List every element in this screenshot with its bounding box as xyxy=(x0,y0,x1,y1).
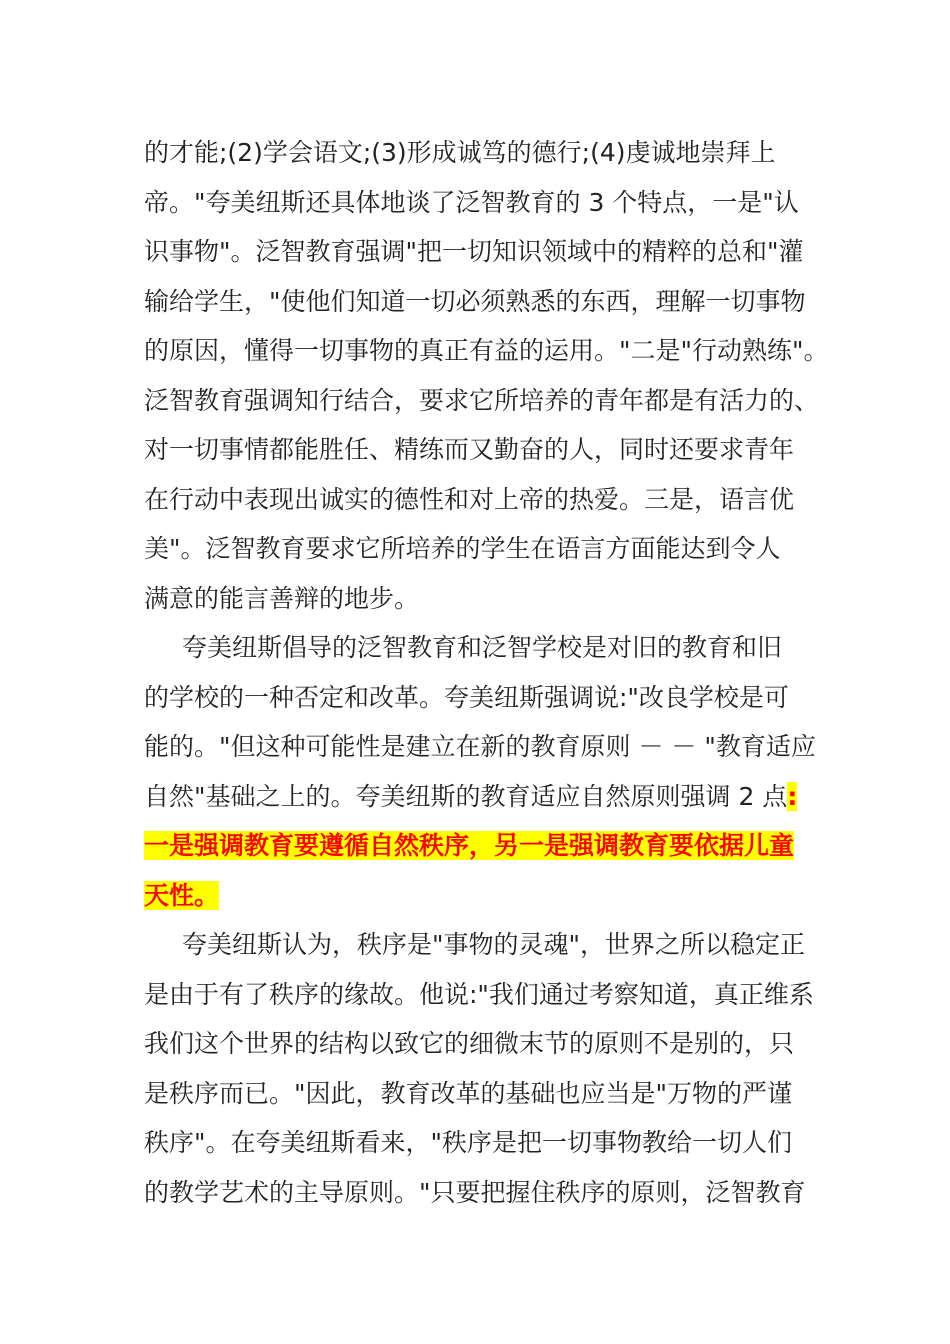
text-line: 的原因，懂得一切事物的真正有益的运用。"二是"行动熟练"。 xyxy=(144,336,829,365)
text-line: 我们这个世界的结构以致它的细微末节的原则不是别的，只 xyxy=(144,1029,795,1058)
highlighted-line xyxy=(144,871,810,921)
highlighted-line xyxy=(144,821,810,871)
text-line-with-highlight-start xyxy=(144,772,810,822)
text-line: 输给学生，"使他们知道一切必须熟悉的东西，理解一切事物 xyxy=(144,286,806,316)
text-line: 对一切事情都能胜任、精练而又勤奋的人，同时还要求青年 xyxy=(144,435,795,464)
text-line: 的才能;(2)学会语文;(3)形成诚笃的德行;(4)虔诚地崇拜上 xyxy=(144,138,776,167)
text-line: 是由于有了秩序的缘故。他说:"我们通过考察知道，真正维系 xyxy=(144,979,814,1009)
highlighted-text: 一是强调教育要遵循自然秩序，另一是强调教育要依据儿童 xyxy=(144,831,795,860)
text-line: 在行动中表现出诚实的德性和对上帝的热爱。三是，语言优 xyxy=(144,484,795,514)
paragraph-start-line: 夸美纽斯倡导的泛智教育和泛智学校是对旧的教育和旧 xyxy=(182,633,783,662)
text-line: 满意的能言善辩的地步。 xyxy=(144,583,420,613)
text-line: 泛智教育强调知行结合，要求它所培养的青年都是有活力的、 xyxy=(144,385,820,415)
text-line: 是秩序而已。"因此，教育改革的基础也应当是"万物的严谨 xyxy=(144,1078,793,1108)
text-line: 的学校的一种否定和改革。夸美纽斯强调说:"改良学校是可 xyxy=(144,682,789,712)
highlighted-text: 天性。 xyxy=(144,880,220,910)
text-line: 的教学艺术的主导原则。"只要把握住秩序的原则，泛智教育 xyxy=(144,1177,806,1207)
highlighted-colon: : xyxy=(787,781,798,811)
text-line: 识事物"。泛智教育强调"把一切知识领域中的精粹的总和"灌 xyxy=(144,237,804,266)
text-line: 美"。泛智教育要求它所培养的学生在语言方面能达到令人 xyxy=(144,534,781,563)
paragraph-start-line: 夸美纽斯认为，秩序是"事物的灵魂"，世界之所以稳定正 xyxy=(182,930,806,959)
body-text xyxy=(144,128,829,1217)
text-line: 秩序"。在夸美纽斯看来，"秩序是把一切事物教给一切人们 xyxy=(144,1128,793,1157)
text-line: 帝。"夸美纽斯还具体地谈了泛智教育的 3 个特点，一是"认 xyxy=(144,187,799,217)
text-line: 能的。"但这种可能性是建立在新的教育原则 － － "教育适应 xyxy=(144,732,816,761)
text-segment: 自然"基础之上的。夸美纽斯的教育适应自然原则强调 2 点 xyxy=(144,781,788,811)
